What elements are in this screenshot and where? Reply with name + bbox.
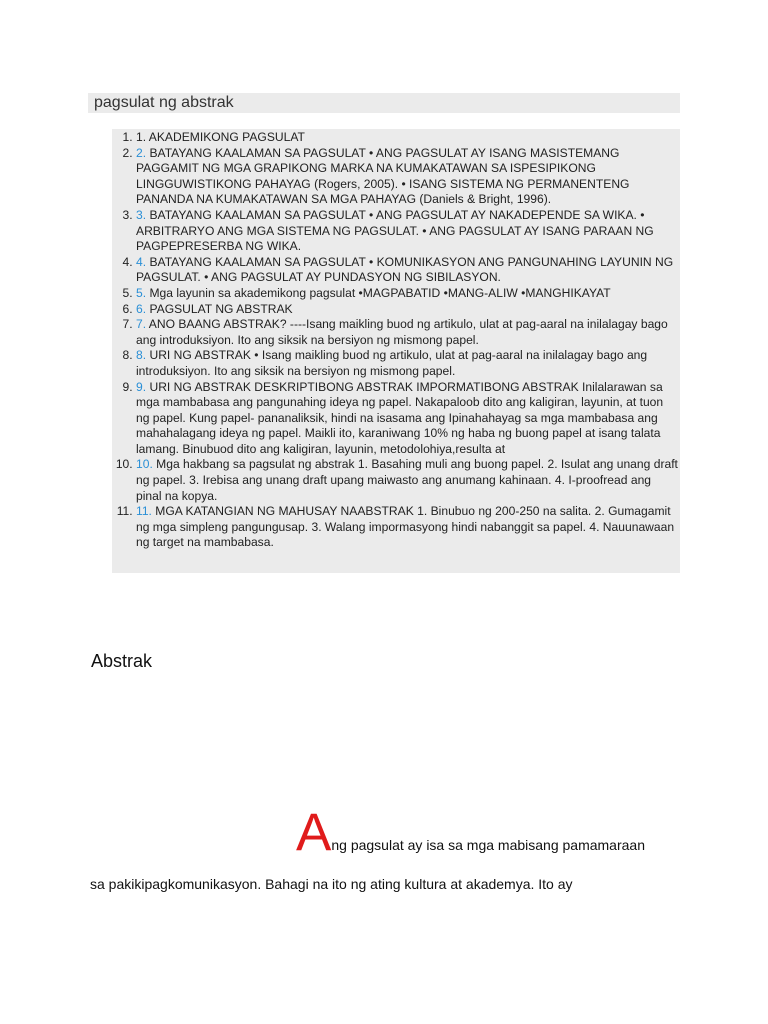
list-item (136, 146, 678, 208)
item-text: MGA KATANGIAN NG MAHUSAY NAABSTRAK 1. Binubuo ng 200-250 na salita. 2. Gumagamit ng mga simpleng pangungusap. 3. Walang impormasyong hindi nabanggit sa papel. 4. Nauunawaan ng target na mambabasa. (136, 504, 675, 550)
item-number: 5. (136, 285, 147, 300)
item-text: BATAYANG KAALAMAN SA PAGSULAT • ANG PAGSULAT AY NAKADEPENDE SA WIKA. • ARBITRARYO ANG MGA SISTEMA NG PAGSULAT. • ANG PAGSULAT AY ISANG PARAAN NG PAGPEPRESERBA NG WIKA. (136, 207, 654, 254)
paragraph-line-2: sa pakikipagkomunikasyon. Bahagi na ito ng ating kultura at akademya. Ito ay (90, 876, 573, 892)
list-item (136, 380, 678, 458)
item-number: 6. (136, 301, 147, 316)
item-number: 10. (136, 457, 153, 472)
section-heading: Abstrak (91, 651, 153, 671)
item-number: 11. (136, 504, 152, 519)
item-number: 7. (136, 317, 147, 332)
list-item (136, 457, 678, 504)
item-text: Mga hakbang sa pagsulat ng abstrak 1. Basahing muli ang buong papel. 2. Isulat ang unang draft ng papel. 3. Irebisa ang unang draft upang maiwasto ang anumang kahinaan. 4. I-proofread ang pinal na kopya. (136, 457, 678, 503)
list-item (136, 255, 678, 286)
item-text: ANO BAANG ABSTRAK? ----Isang maikling buod ng artikulo, ulat at pag-aaral na inilalagay bago ang introduksiyon. Ito ang siksik na bersiyon ng mismong papel. (136, 317, 668, 347)
item-text: BATAYANG KAALAMAN SA PAGSULAT • ANG PAGSULAT AY ISANG MASISTEMANG PAGGAMIT NG MGA GRAPIKONG MARKA NA KUMAKATAWAN SA ISPESIPIKONG LINGGUWISTIKONG PAHAYAG (Rogers, 2005). • ISANG SISTEMA NG PERMANENTENG PANANDA NA KUMAKATAWAN SA MGA PAHAYAG (Daniels & Bright, 1996). (136, 145, 630, 207)
document-title: pagsulat ng abstrak (88, 93, 680, 113)
list-item (136, 208, 678, 255)
item-text: Mga layunin sa akademikong pagsulat •MAGPABATID •MANG-ALIW •MANGHIKAYAT (146, 285, 611, 300)
item-text: URI NG ABSTRAK • Isang maikling buod ng artikulo, ulat at pag-aaral na inilalagay bago ang introduksiyon. Ito ang siksik na bersiyon ng mismong papel. (136, 348, 648, 378)
item-number: 8. (136, 348, 147, 363)
item-text: BATAYANG KAALAMAN SA PAGSULAT • KOMUNIKASYON ANG PANGUNAHING LAYUNIN NG PAGSULAT. • ANG PAGSULAT AY PUNDASYON NG SIBILASYON. (136, 254, 674, 285)
list-item (136, 348, 678, 379)
paragraph-first-line (296, 803, 645, 866)
content-list (112, 130, 678, 551)
list-item (136, 317, 678, 348)
list-item (136, 130, 678, 146)
item-text: PAGSULAT NG ABSTRAK (146, 301, 293, 316)
item-number: 4. (136, 254, 147, 269)
list-item (136, 302, 678, 318)
drop-cap: A (296, 803, 332, 862)
item-number: 9. (136, 379, 147, 394)
item-text: 1. AKADEMIKONG PAGSULAT (136, 130, 305, 144)
item-number: 3. (136, 207, 147, 222)
paragraph-line-1: ng pagsulat ay isa sa mga mabisang pamamaraan (331, 837, 645, 853)
list-item (136, 286, 678, 302)
item-number: 2. (136, 145, 147, 160)
item-text: URI NG ABSTRAK DESKRIPTIBONG ABSTRAK IMPORMATIBONG ABSTRAK Inilalarawan sa mga mambabasa ang pangunahing ideya ng papel. Nakapaloob dito ang kaligiran, layunin, at tuon ng papel. Kung papel- pananaliksik, hindi na isasama ang Ipinahahayag sa mga mambabasa ang mahahalagang ideya ng papel. Maikli ito, karaniwang 10% ng haba ng buong papel at isang talata lamang. Binubuod dito ang kaligiran, layunin, metodolohiya,resulta at (136, 379, 664, 456)
list-item (136, 504, 678, 551)
